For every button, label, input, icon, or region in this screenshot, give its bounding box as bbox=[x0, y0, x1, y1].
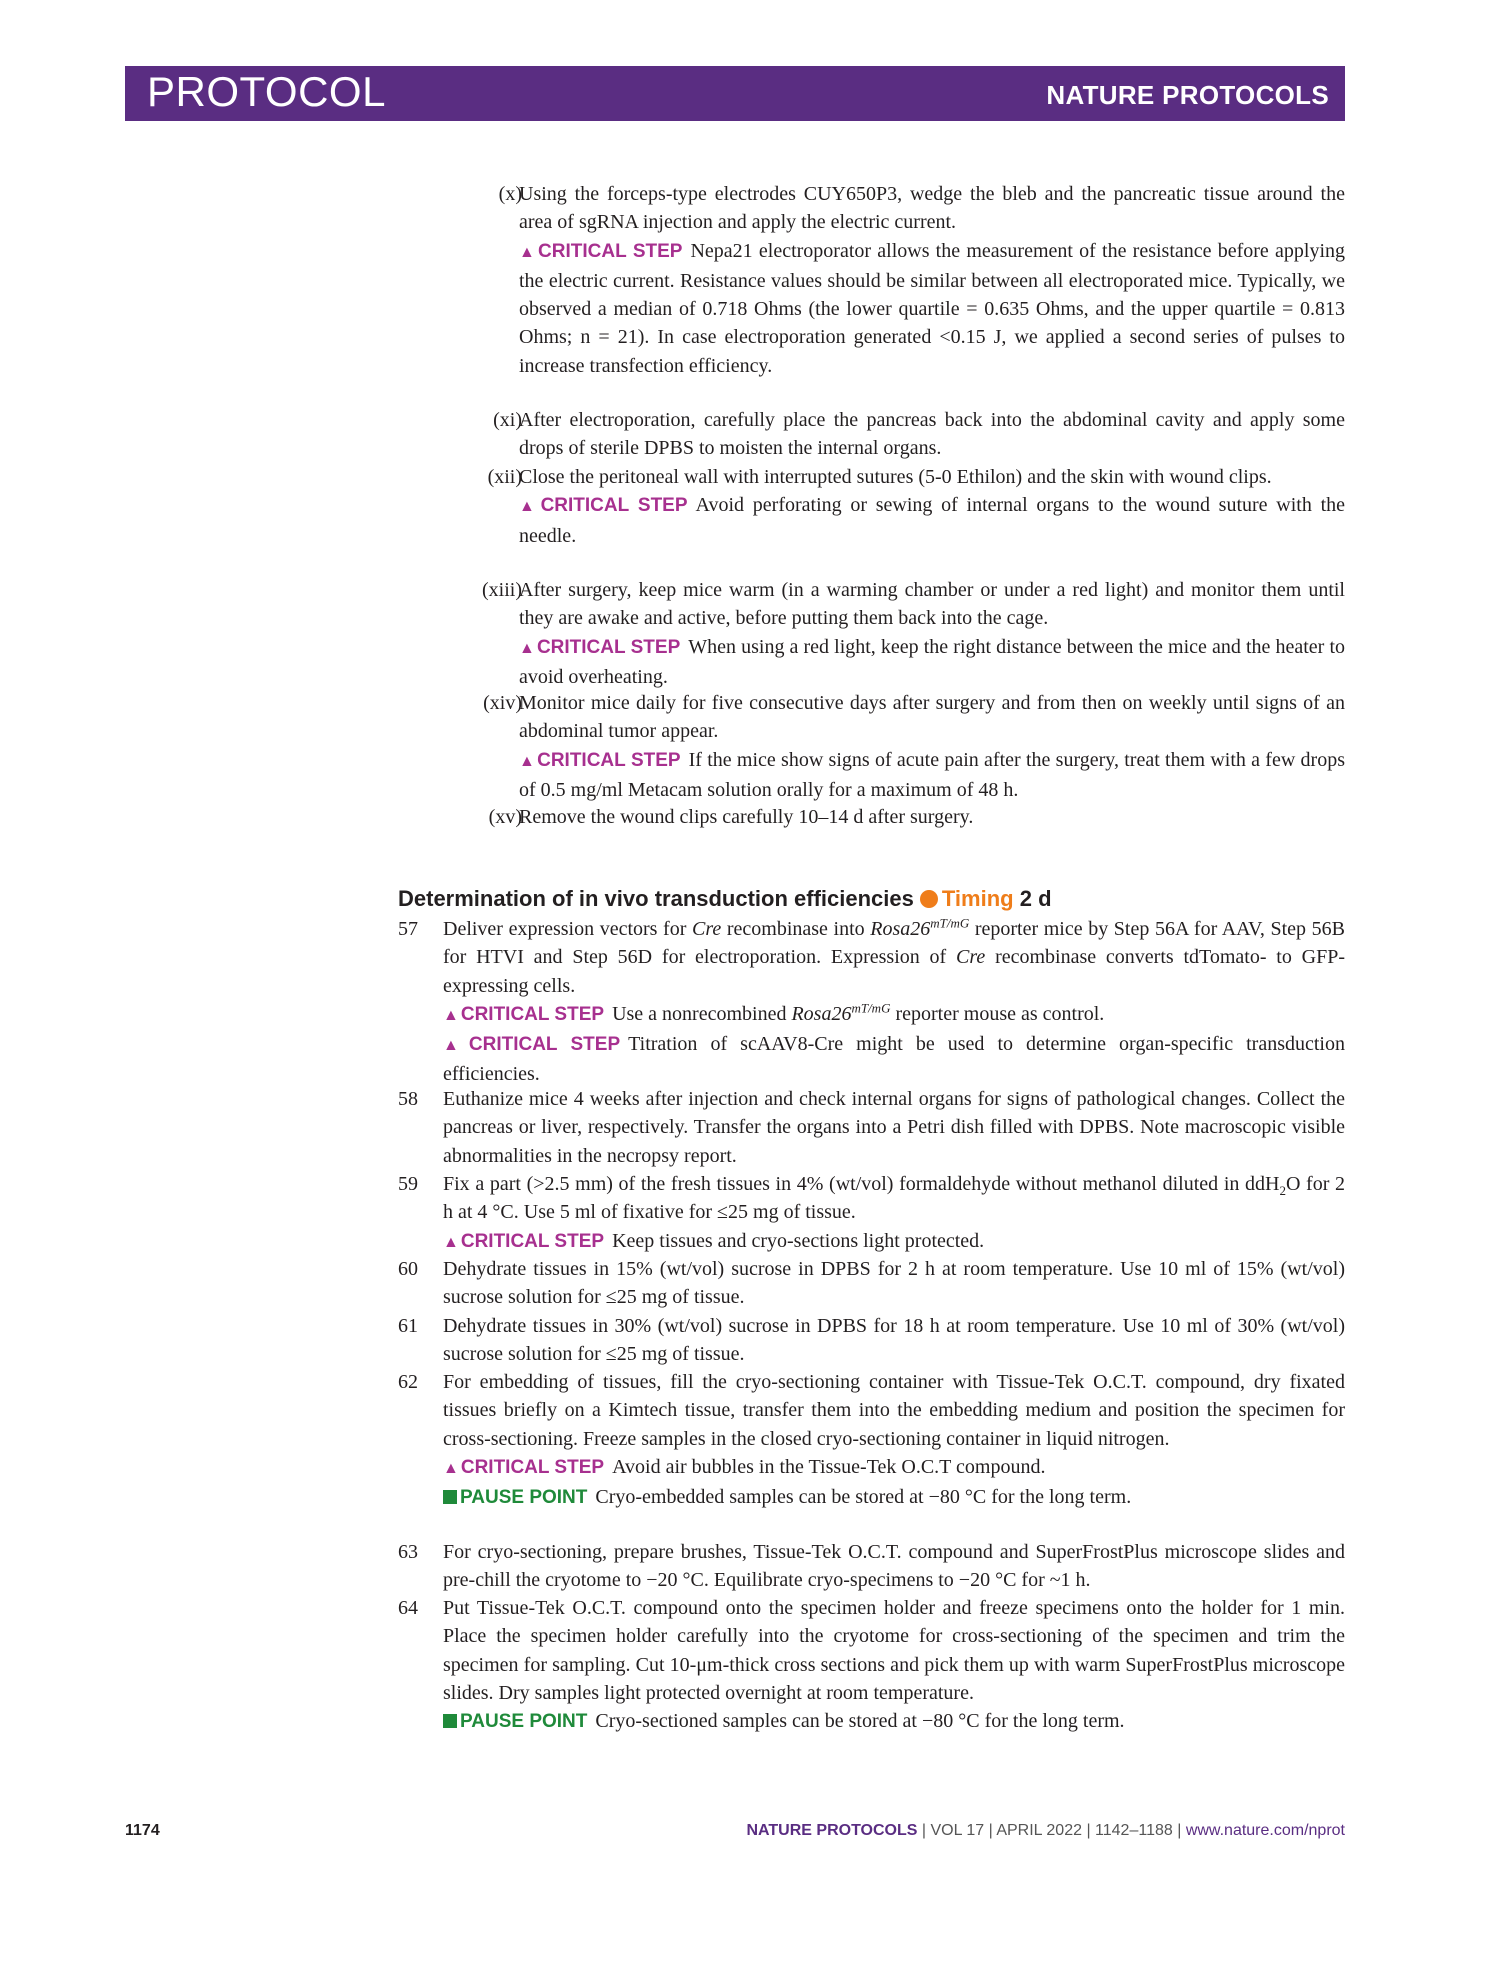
substep-number: (x) bbox=[498, 183, 522, 205]
header-journal-name: NATURE PROTOCOLS bbox=[1046, 80, 1329, 110]
step-63 bbox=[443, 1538, 1345, 1595]
footer-citation bbox=[746, 1822, 1345, 1840]
step-number: 60 bbox=[398, 1258, 418, 1280]
substep-text: Close the peritoneal wall with interrupted sutures (5-0 Ethilon) and the skin with wound clips. bbox=[519, 466, 1272, 488]
substep-number: (xv) bbox=[488, 806, 522, 828]
step-number: 59 bbox=[398, 1173, 418, 1195]
pause-label: PAUSE POINT bbox=[460, 1487, 588, 1509]
substep-text: After surgery, keep mice warm (in a warming chamber or under a red light) and monitor them until they are awake and active, before putting them back into the cage. bbox=[519, 579, 1345, 630]
critical-triangle-icon: ▲ bbox=[443, 1006, 459, 1024]
substep-xiv bbox=[519, 689, 1345, 804]
substep-text: Monitor mice daily for five consecutive days after surgery and from then on weekly until signs of an abdominal tumor appear. bbox=[519, 692, 1345, 743]
substep-xii bbox=[519, 463, 1345, 550]
pause-square-icon bbox=[443, 1714, 457, 1728]
step-57 bbox=[443, 915, 1345, 1089]
text-run: Use a nonrecombined bbox=[612, 1002, 792, 1025]
step-number: 64 bbox=[398, 1597, 418, 1619]
step-number: 61 bbox=[398, 1315, 418, 1337]
timing-value: 2 d bbox=[1019, 886, 1052, 911]
pause-square-icon bbox=[443, 1490, 457, 1504]
substep-text: After electroporation, carefully place the pancreas back into the abdominal cavity and apply some drops of sterile DPBS to moisten the internal organs. bbox=[519, 409, 1345, 460]
pause-label: PAUSE POINT bbox=[460, 1711, 588, 1733]
critical-label: CRITICAL STEP bbox=[538, 240, 683, 262]
substep-xv bbox=[519, 803, 1345, 831]
substep-text: Remove the wound clips carefully 10–14 d after surgery. bbox=[519, 806, 974, 828]
step-59 bbox=[443, 1170, 1345, 1257]
critical-label: CRITICAL STEP bbox=[460, 1230, 605, 1252]
text-run: O for 2 h at 4 °C. Use 5 ml of fixative for ≤25 mg of tissue. bbox=[443, 1173, 1345, 1224]
critical-triangle-icon: ▲ bbox=[519, 243, 537, 261]
step-61 bbox=[443, 1312, 1345, 1369]
critical-step-note bbox=[443, 1227, 1345, 1257]
text-run-italic: Rosa26 bbox=[791, 1002, 852, 1025]
critical-triangle-icon: ▲ bbox=[443, 1233, 459, 1251]
critical-triangle-icon: ▲ bbox=[443, 1037, 467, 1055]
step-text: Put Tissue-Tek O.C.T. compound onto the specimen holder and freeze specimens onto the holder for 1 min. Place the specimen holder carefully into the cryotome for cross-sectioning of the specimen and trim the specimen for sampling. Cut 10-μm-thick cross sections and pick them up with warm SuperFrostPlus microscope slides. Dry samples light protected overnight at room temperature. bbox=[443, 1597, 1345, 1704]
substep-x bbox=[519, 180, 1345, 380]
footer-info: | VOL 17 | APRIL 2022 | 1142–1188 | bbox=[917, 1822, 1186, 1839]
step-number: 58 bbox=[398, 1088, 418, 1110]
substep-number: (xiii) bbox=[482, 579, 522, 601]
step-number: 62 bbox=[398, 1371, 418, 1393]
critical-step-note bbox=[443, 1000, 1345, 1030]
critical-label: CRITICAL STEP bbox=[468, 1034, 621, 1056]
step-number: 57 bbox=[398, 918, 418, 940]
footer-journal: NATURE PROTOCOLS bbox=[746, 1822, 918, 1839]
pause-point-note bbox=[443, 1483, 1345, 1512]
critical-label: CRITICAL STEP bbox=[537, 749, 681, 771]
critical-label: CRITICAL STEP bbox=[540, 495, 688, 517]
substep-xi bbox=[519, 406, 1345, 463]
timing-label: Timing bbox=[941, 886, 1014, 911]
step-number: 63 bbox=[398, 1541, 418, 1563]
critical-text: Nepa21 electroporator allows the measurement of the resistance before applying the electric current. Resistance values should be similar between all electroporated mice. Typically, we observed a median of 0.718 Ohms (the lower quartile = 0.635 Ohms, and the upper quartile = 0.813 Ohms; n = 21). In case electroporation generated <0.15 J, we applied a second series of pulses to increase transfection efficiency. bbox=[519, 239, 1345, 377]
critical-text: If the mice show signs of acute pain after the surgery, treat them with a few drops of 0.5 mg/ml Metacam solution orally for a maximum of 48 h. bbox=[519, 748, 1345, 801]
critical-text: Avoid air bubbles in the Tissue-Tek O.C.T compound. bbox=[612, 1455, 1046, 1478]
step-60 bbox=[443, 1255, 1345, 1312]
text-run: reporter mice by Step 56A for AAV, Step 56B for HTVI and Step 56D for electroporation. Expression of bbox=[443, 918, 1345, 969]
step-58 bbox=[443, 1085, 1345, 1170]
critical-label: CRITICAL STEP bbox=[536, 636, 681, 658]
page-header bbox=[125, 66, 1345, 121]
critical-step-note bbox=[443, 1030, 1345, 1089]
text-run-italic: Rosa26 bbox=[870, 918, 931, 940]
critical-triangle-icon: ▲ bbox=[519, 752, 536, 770]
page-number: 1174 bbox=[125, 1822, 160, 1839]
critical-step-note bbox=[519, 237, 1345, 380]
critical-triangle-icon: ▲ bbox=[519, 639, 535, 657]
timing-dot-icon bbox=[920, 890, 938, 908]
superscript: mT/mG bbox=[851, 1000, 891, 1016]
substep-number: (xi) bbox=[493, 409, 522, 431]
critical-step-note bbox=[443, 1453, 1345, 1483]
header-section-label: PROTOCOL bbox=[147, 68, 386, 115]
section-heading bbox=[398, 886, 1052, 912]
critical-text: Avoid perforating or sewing of internal organs to the wound suture with the needle. bbox=[519, 494, 1346, 547]
section-title: Determination of in vivo transduction efficiencies bbox=[398, 886, 914, 911]
critical-text: Titration of scAAV8-Cre might be used to determine organ-specific transduction efficiencies. bbox=[443, 1033, 1345, 1086]
subscript: 2 bbox=[1279, 1183, 1286, 1198]
critical-text: When using a red light, keep the right distance between the mice and the heater to avoid overheating. bbox=[519, 635, 1345, 688]
step-text: Dehydrate tissues in 15% (wt/vol) sucrose in DPBS for 2 h at room temperature. Use 10 ml of 15% (wt/vol) sucrose solution for ≤25 mg of tissue. bbox=[443, 1258, 1345, 1309]
pause-text: Cryo-sectioned samples can be stored at −80 °C for the long term. bbox=[595, 1710, 1125, 1733]
text-run-italic: Cre bbox=[956, 946, 986, 969]
superscript: mT/mG bbox=[930, 915, 970, 931]
substep-text: Using the forceps-type electrodes CUY650P3, wedge the bleb and the pancreatic tissue around the area of sgRNA injection and apply the electric current. bbox=[519, 183, 1345, 234]
critical-step-note bbox=[519, 491, 1345, 550]
substep-xiii bbox=[519, 576, 1345, 691]
critical-step-note bbox=[519, 746, 1345, 805]
critical-text: Keep tissues and cryo-sections light protected. bbox=[612, 1229, 985, 1252]
step-text bbox=[443, 915, 1345, 1000]
pause-point-note bbox=[443, 1707, 1345, 1736]
critical-label: CRITICAL STEP bbox=[460, 1003, 605, 1025]
step-text: Dehydrate tissues in 30% (wt/vol) sucrose in DPBS for 18 h at room temperature. Use 10 ml of 30% (wt/vol) sucrose solution for ≤25 mg of tissue. bbox=[443, 1315, 1345, 1366]
footer-url-link[interactable]: www.nature.com/nprot bbox=[1185, 1822, 1345, 1839]
step-64 bbox=[443, 1594, 1345, 1736]
pause-text: Cryo-embedded samples can be stored at −80 °C for the long term. bbox=[595, 1486, 1132, 1509]
critical-step-note bbox=[519, 633, 1345, 692]
critical-label: CRITICAL STEP bbox=[460, 1456, 605, 1478]
text-run-italic: Cre bbox=[691, 918, 722, 940]
step-text bbox=[443, 1170, 1345, 1227]
step-62 bbox=[443, 1368, 1345, 1512]
step-text: For embedding of tissues, fill the cryo-sectioning container with Tissue-Tek O.C.T. compound, dry fixated tissues briefly on a Kimtech tissue, transfer them into the embedding medium and position the specimen for cross-sectioning. Freeze samples in the closed cryo-sectioning container in liquid nitrogen. bbox=[443, 1371, 1345, 1450]
substep-number: (xii) bbox=[487, 466, 522, 488]
critical-triangle-icon: ▲ bbox=[519, 498, 539, 516]
step-text: Euthanize mice 4 weeks after injection and check internal organs for signs of pathological changes. Collect the pancreas or liver, respectively. Transfer the organs into a Petri dish filled with DPBS. Note macroscopic visible abnormalities in the necropsy report. bbox=[443, 1088, 1345, 1167]
text-run: recombinase into bbox=[721, 918, 871, 940]
text-run: recombinase converts tdTomato- to GFP-expressing cells. bbox=[443, 946, 1345, 997]
substep-number: (xiv) bbox=[483, 692, 522, 714]
text-run: Fix a part (>2.5 mm) of the fresh tissues in 4% (wt/vol) formaldehyde without methanol diluted in ddH bbox=[443, 1173, 1280, 1195]
text-run: reporter mouse as control. bbox=[890, 1002, 1105, 1025]
step-text: For cryo-sectioning, prepare brushes, Tissue-Tek O.C.T. compound and SuperFrostPlus microscope slides and pre-chill the cryotome to −20 °C. Equilibrate cryo-specimens to −20 °C for ~1 h. bbox=[443, 1541, 1345, 1592]
text-run: Deliver expression vectors for bbox=[443, 918, 692, 940]
critical-triangle-icon: ▲ bbox=[443, 1459, 459, 1477]
